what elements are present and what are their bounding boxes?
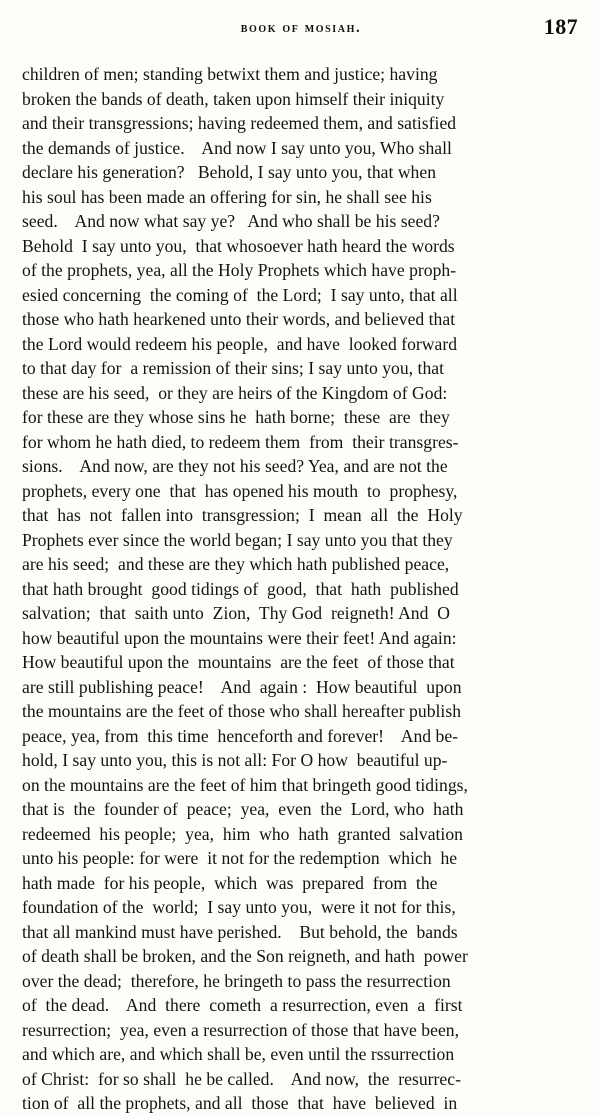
page-number: 187 bbox=[543, 14, 578, 39]
text-line: redeemed his people; yea, him who hath granted salvation bbox=[22, 823, 463, 844]
text-line: foundation of the world; I say unto you, were it not for this, bbox=[22, 897, 456, 917]
text-line: that is the founder of peace; yea, even the Lord, who hath bbox=[22, 799, 464, 819]
text-line: How beautiful upon the mountains are the feet of those that bbox=[22, 652, 455, 672]
text-line: to that day for a remission of their sins; I say unto you, that bbox=[22, 358, 444, 378]
text-line: hold, I say unto you, this is not all: For O how beautiful up- bbox=[22, 750, 448, 770]
text-line: of death shall be broken, and the Son reigneth, and hath power bbox=[22, 946, 468, 966]
text-line: these are his seed, or they are heirs of the Kingdom of God: bbox=[22, 382, 448, 403]
text-line: on the mountains are the feet of him that bringeth good tidings, bbox=[22, 774, 468, 795]
text-line: unto his people: for were it not for the redemption which he bbox=[22, 848, 458, 868]
running-head-title: book of mosiah. bbox=[240, 20, 362, 36]
text-line: for these are they whose sins he hath borne; these are they bbox=[22, 407, 450, 427]
text-line: and which are, and which shall be, even until the rssurrection bbox=[22, 1044, 455, 1064]
text-line: those who hath hearkened unto their words, and believed that bbox=[22, 309, 456, 329]
text-line: that hath brought good tidings of good, that hath published bbox=[22, 578, 459, 599]
text-line: of Christ: for so shall he be called. And now, the resurrec- bbox=[22, 1068, 461, 1089]
text-line: that has not fallen into transgression; I mean all the Holy bbox=[22, 505, 463, 525]
text-line: and their transgressions; having redeemed them, and satisfied bbox=[22, 113, 457, 133]
text-line: for whom he hath died, to redeem them from their transgres- bbox=[22, 431, 459, 452]
text-line: resurrection; yea, even a resurrection of those that have been, bbox=[22, 1019, 460, 1040]
text-line: children of men; standing betwixt them and justice; having bbox=[22, 64, 438, 84]
text-line: over the dead; therefore, he bringeth to pass the resurrection bbox=[22, 970, 451, 991]
text-line: are his seed; and these are they which hath published peace, bbox=[22, 554, 450, 574]
text-line: sions. And now, are they not his seed? Yea, and are not the bbox=[22, 456, 448, 476]
text-line: Behold I say unto you, that whosoever hath heard the words bbox=[22, 235, 455, 256]
text-line: the Lord would redeem his people, and have looked forward bbox=[22, 333, 458, 354]
text-line: the demands of justice. And now I say unto you, Who shall bbox=[22, 137, 452, 158]
text-line: of the dead. And there cometh a resurrection, even a first bbox=[22, 995, 463, 1015]
text-line: Prophets ever since the world began; I say unto you that they bbox=[22, 529, 453, 550]
text-line: prophets, every one that has opened his mouth to prophesy, bbox=[22, 480, 458, 501]
text-line: seed. And now what say ye? And who shall be his seed? bbox=[22, 211, 440, 231]
text-line: esied concerning the coming of the Lord; I say unto, that all bbox=[22, 284, 458, 305]
text-line: his soul has been made an offering for sin, he shall see his bbox=[22, 186, 432, 207]
text-line: tion of all the prophets, and all those that have believed in bbox=[22, 1093, 458, 1113]
text-line: broken the bands of death, taken upon himself their iniquity bbox=[22, 88, 445, 109]
text-line: the mountains are the feet of those who shall hereafter publish bbox=[22, 701, 462, 721]
text-line: hath made for his people, which was prepared from the bbox=[22, 872, 438, 893]
body-text-column bbox=[22, 62, 578, 1116]
text-line: peace, yea, from this time henceforth and forever! And be- bbox=[22, 725, 459, 746]
text-line: that all mankind must have perished. But behold, the bands bbox=[22, 921, 458, 942]
text-line: how beautiful upon the mountains were their feet! And again: bbox=[22, 627, 457, 648]
text-line: of the prophets, yea, all the Holy Prophets which have proph- bbox=[22, 260, 457, 280]
text-line: salvation; that saith unto Zion, Thy God reigneth! And O bbox=[22, 603, 450, 623]
running-head bbox=[22, 14, 578, 48]
text-line: declare his generation? Behold, I say unto you, that when bbox=[22, 162, 437, 182]
text-line: are still publishing peace! And again : How beautiful upon bbox=[22, 676, 462, 697]
